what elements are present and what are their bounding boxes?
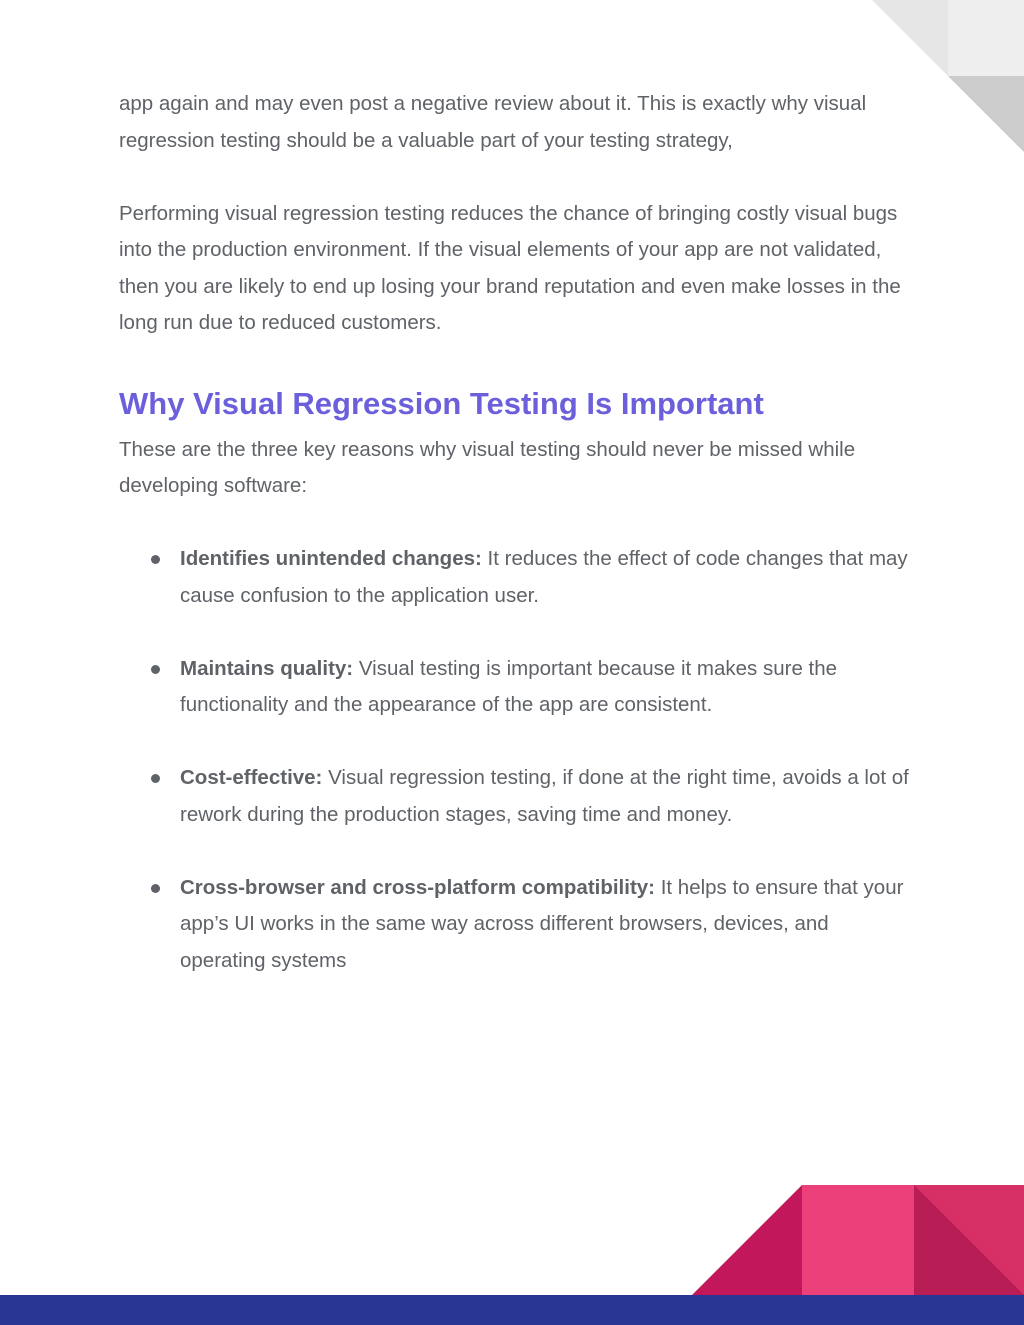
corner-decoration-bottom <box>692 1185 1024 1295</box>
bullet-list <box>119 541 909 979</box>
bullet-text: Visual testing is important because it makes sure the functionality and the appearance of the app are consistent. <box>180 656 838 716</box>
bullet-term: Cost-effective: <box>180 766 323 789</box>
section-heading: Why Visual Regression Testing Is Important <box>119 385 764 421</box>
bullet-term: Maintains quality: <box>180 656 354 680</box>
bullet-text: It helps to ensure that your app’s UI works in the same way across different browsers, devices, and operating systems <box>180 875 904 972</box>
list-item <box>180 651 909 724</box>
bullet-icon <box>151 774 160 783</box>
document-body <box>119 86 909 1016</box>
bullet-term: Cross-browser and cross-platform compatibility: <box>180 875 656 899</box>
bullet-icon <box>151 884 160 893</box>
bullet-icon <box>151 555 160 564</box>
section-intro: These are the three key reasons why visual testing should never be missed while developing software: <box>119 437 856 497</box>
paragraph: Performing visual regression testing reduces the chance of bringing costly visual bugs into the production environment. If the visual elements of your app are not validated, then you are likely to end up losing your brand reputation and even make losses in the long run due to reduced customers. <box>119 201 901 334</box>
bullet-text: It reduces the effect of code changes that may cause confusion to the application user. <box>180 547 908 607</box>
list-item <box>180 760 909 833</box>
paragraph: app again and may even post a negative review about it. This is exactly why visual regression testing should be a valuable part of your testing strategy, <box>119 92 867 152</box>
list-item <box>180 870 909 980</box>
footer-bar <box>0 1295 1024 1325</box>
bullet-term: Identifies unintended changes: <box>180 547 482 570</box>
bullet-icon <box>151 665 160 674</box>
bullet-text: Visual regression testing, if done at the right time, avoids a lot of rework during the production stages, saving time and money. <box>180 766 909 826</box>
list-item <box>180 541 909 614</box>
